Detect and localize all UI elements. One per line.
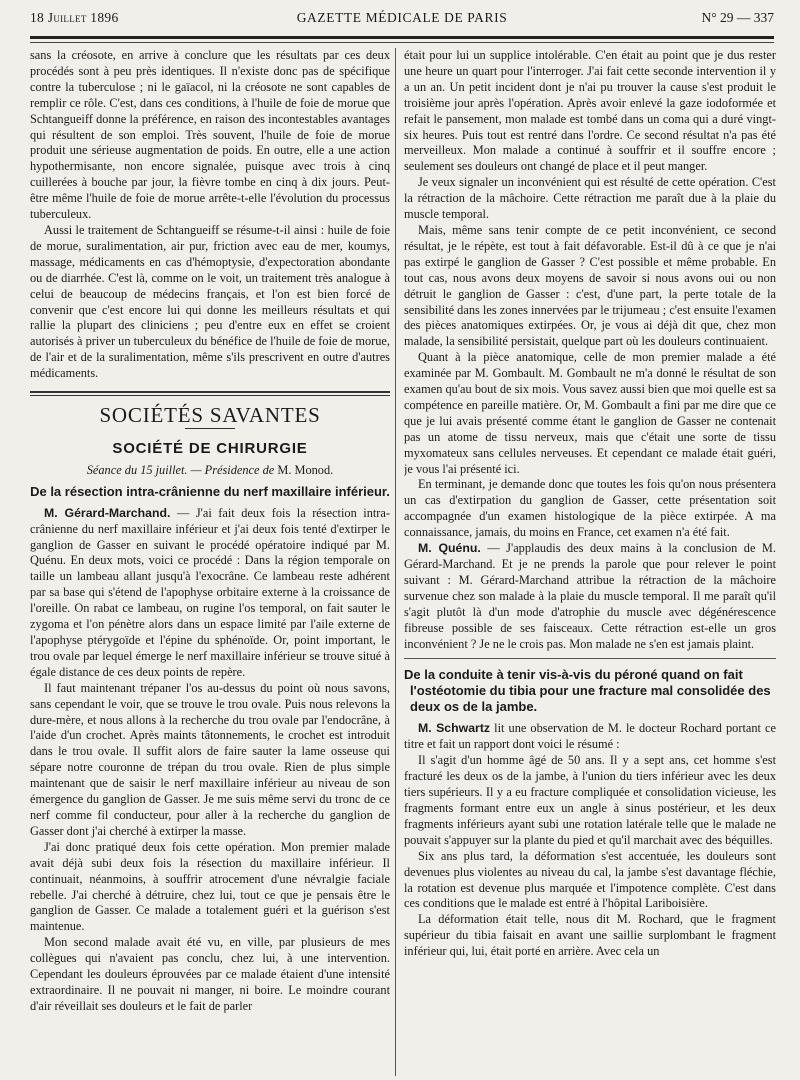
paragraph: Il faut maintenant trépaner l'os au-dessus du point où nous savons, sans cependant le voir, que se trouve le trou ovale. Puis nous relevons la dure-mère, et nous allons à la recherche du trou ovale par l'endocrâne, à l'aide d'un crochet. Après maints tâtonnements, le crochet est introduit dans le trou ovale. Il suffit alors de faire sauter la lame osseuse qui sépare notre couronne de trépan du trou ovale. Rien de plus simple maintenant que de saisir le nerf maxillaire inférieur au niveau de son émergence du ganglion de Gasser. Je me suis même servi du tronc de ce nerf comme fil conducteur, pour aller à la recherche du ganglion de Gasser dont j'ai cherché à extirper la masse. [30,680,390,838]
paragraph [404,541,776,652]
society-heading: SOCIÉTÉ DE CHIRURGIE [112,439,308,457]
left-column [30,48,390,1076]
paragraph: était pour lui un supplice intolérable. C'en était au point que je dus rester une heure un quart pour l'interroger. J'ai fait cette seconde intervention il y a un an. Un petit incident dont je n'ai pu trouver la cause s'est produit le troisième jour après l'opération. Après avoir enlevé la gaze iodoformée et refait le pansement, mon malade est tombé dans un coma qui a duré vingt-six heures. Puis tout est rentré dans l'ordre. Ce second résultat n'a pas été merveilleux. Mon malade a continué à souffrir et il souffre encore ; seulement ses douleurs ont changé de place et il peut manger. [404,48,776,174]
page-header [30,10,774,30]
speaker-name: M. Schwartz [418,721,491,736]
header-rule-thin [30,42,774,43]
article-title: De la conduite à tenir vis-à-vis du péroné quand on fait l'ostéotomie du tibia pour une fracture mal consolidée des deux os de la jambe. [404,667,771,715]
section-rule [30,391,390,396]
header-rule [30,36,774,39]
speech-text: — J'applaudis des deux mains à la conclusion de M. Gérard-Marchand. Et je ne prends la parole que pour relever le point suivant : M. Gérard-Marchand attribue la rétraction de la mâchoire survenue chez son malade à la plaie du muscle temporal. Il me paraît qu'il s'agit plutôt là d'un mode d'atrophie du muscle avec dégénérescence fibreuse possible de ses faisceaux. Cette rétraction est-elle un gros inconvénient ? Je ne le crois pas. Mon malade ne s'en est jamais plaint. [404,541,776,651]
speech-text: — J'ai fait deux fois la résection intra-crânienne du nerf maxillaire inférieur et j'ai deux fois tenté d'extirper le ganglion de Gasser en suivant le procédé opératoire indiqué par M. Quénu. En deux mots, voici ce procédé : Dans la région temporale on taille un lambeau allant jusqu'à l'exocrâne. Ce lambeau reste adhérent par sa base qui s'étend de l'apophyse orbitaire externe à la croissance de l'oreille. On rabat ce lambeau, on rugine l'os temporal, on fait sauter le zygoma et l'on pénètre alors dans un espace limité par l'aile externe de l'apophyse ptérygoïde et l'épine du sphénoïde. Or, point important, le trou ovale par lequel émerge le nerf maxillaire inférieur se trouve situé à égale distance de ces deux points de repère. [30,505,390,679]
journal-title: GAZETTE MÉDICALE DE PARIS [296,10,508,25]
speech-text: lit une observation de M. le docteur Rochard portant ce titre et fait un rapport dont voici le résumé : [404,721,776,752]
paragraph [404,721,776,753]
paragraph: Six ans plus tard, la déformation s'est accentuée, les douleurs sont devenues plus violentes au niveau du cal, la jambe s'est davantage fléchie, la rotation est devenue plus marquée et l'impotence complète. C'est dans ces conditions que le malade est entré à l'hôpital Lariboisière. [404,848,776,911]
paragraph: sans la créosote, en arrive à conclure que les résultats par ces deux procédés sont à peu près identiques. Il n'existe donc pas de spécifique contre la tuberculose ; ni le gaïacol, ni la créosote ne sont capables de remplir ce rôle. C'est, dans ces conditions, à l'huile de foie de morue que Schtangueiff donne la préférence, en raison des incontestables avantages qui résultent de son emploi. Très souvent, l'huile de foie de morue produit une sérieuse augmentation de poids. En outre, elle a une action hypothermisante, non encore signalée, puisque avec trois à cinq cuillerées à bouche par jour, la fièvre tombe en cinq à dix jours. Peut-être même l'huile de foie de morue arrête-t-elle l'évolution du processus tuberculeux. [30,48,390,222]
column-separator [395,48,396,1076]
paragraph: Il s'agit d'un homme âgé de 50 ans. Il y a sept ans, cet homme s'est fracturé les deux os de la jambe, à l'union du tiers inférieur avec les deux tiers supérieurs. Il y a eu fracture compliquée et consolidation vicieuse, les fragments formant entre eux un angle à sinus postérieur, et les deux fragments inférieurs ayant subi une rotation latérale telle que le malade ne pouvait s'appuyer sur la plante du pied et qu'il marchait avec des béquilles. [404,753,776,847]
article-divider [404,658,776,659]
paragraph: La déformation était telle, nous dit M. Rochard, que le fragment supérieur du tibia faisait en avant une saillie surplombant le fragment inférieur qui, lui, était porté en arrière. Avec cela un [404,912,776,959]
right-column [404,48,776,1076]
section-heading: SOCIÉTÉS SAVANTES [99,403,321,428]
article-title: De la résection intra-crânienne du nerf maxillaire inférieur. [30,483,390,499]
paragraph: Mon second malade avait été vu, en ville, par plusieurs de mes collègues qui n'avaient pas conclu, chez lui, à une intervention. Cependant les douleurs éprouvées par ce malade étaient d'une intensité extraordinaire. Il ne pouvait ni manger, ni boire. Le moindre courant d'air réveillait ses douleurs et le fait de parler [30,935,390,1013]
speaker-name: M. Quénu. [418,541,481,556]
paragraph: J'ai donc pratiqué deux fois cette opération. Mon premier malade avait déjà subi deux fois la résection du maxillaire inférieur. Il continuait, néanmoins, à souffrir atrocement d'une névralgie faciale rebelle. J'ai cherché à détruire, chez lui, tout ce que je pensais être le ganglion de Gasser. Ce malade a totalement guéri et la guérison s'est maintenue. [30,839,390,934]
session-president: M. Monod. [277,462,334,477]
issue-page-number: N° 29 — 337 [701,10,774,25]
paragraph: Aussi le traitement de Schtangueiff se résume-t-il ainsi : huile de foie de morue, suralimentation, air pur, friction avec eau de mer, koumys, massage, médicaments en cas d'hémoptysie, d'expectoration abondante ou de diarrhée. C'est là, comme on le voit, un traitement très analogue à celui de beaucoup de médecins français, et l'on est bien forcé de convenir que c'est encore lui qui donne les meilleurs résultats et qui rallie la plupart des cliniciens ; peu d'entre eux en effet se croient autorisés à priver un tuberculeux du bénéfice de l'huile de foie de morue, de l'air et de la suralimentation, même s'ils prescrivent en outre d'autres médicaments. [30,222,390,381]
paragraph: Mais, même sans tenir compte de ce petit inconvénient, ce second résultat, je le répète, est tout à fait défavorable. Est-il dû à ce que je n'ai pas extirpé le ganglion de Gasser ? C'est possible et même probable. En tout cas, nous avons deux moyens de savoir si nous avons oui ou non détruit le ganglion de Gasser : c'est, d'une part, la perte totale de la sensibilité dans les zones innervées par le trijumeau ; c'est ensuite l'examen des pièces anatomiques extirpées. Or, je vous ai déjà dit que, chez mon malade, la sensibilité persistait, quelque part où les douleurs continuaient. [404,222,776,349]
session-line [30,463,390,479]
paragraph [30,506,390,681]
paragraph: En terminant, je demande donc que toutes les fois qu'on nous présentera un cas d'extirpation du ganglion de Gasser, cette présentation soit accompagnée d'un examen histologique de la pièce extirpée. A ma connaissance, jamais, du moins en France, cet examen n'a été fait. [404,477,776,540]
paragraph: Quant à la pièce anatomique, celle de mon premier malade a été examinée par M. Gombault. M. Gombault ne m'a donné le résultat de son examen qu'au bout de six mois. Vous savez aussi bien que moi quelle est sa compétence en pareille matière. Or, M. Gombault a fini par me dire que ce que je lui avais présenté comme étant le ganglion de Gasser ne contenait pas un atome de tissu nerveux, mais que c'était une sorte de tissu myxomateux sans cellules nerveuses. Et cependant ce malade était guéri, je vous l'ai présenté ici. [404,350,776,476]
speaker-name: M. Gérard-Marchand. [44,505,171,520]
paragraph: Je veux signaler un inconvénient qui est résulté de cette opération. C'est la rétraction de la mâchoire. Cette rétraction me paraît due à la plaie du muscle temporal. [404,175,776,222]
issue-date: 18 Juillet 1896 [30,10,119,25]
short-rule [185,428,235,429]
session-date: Séance du 15 juillet. — Présidence de [86,462,275,477]
